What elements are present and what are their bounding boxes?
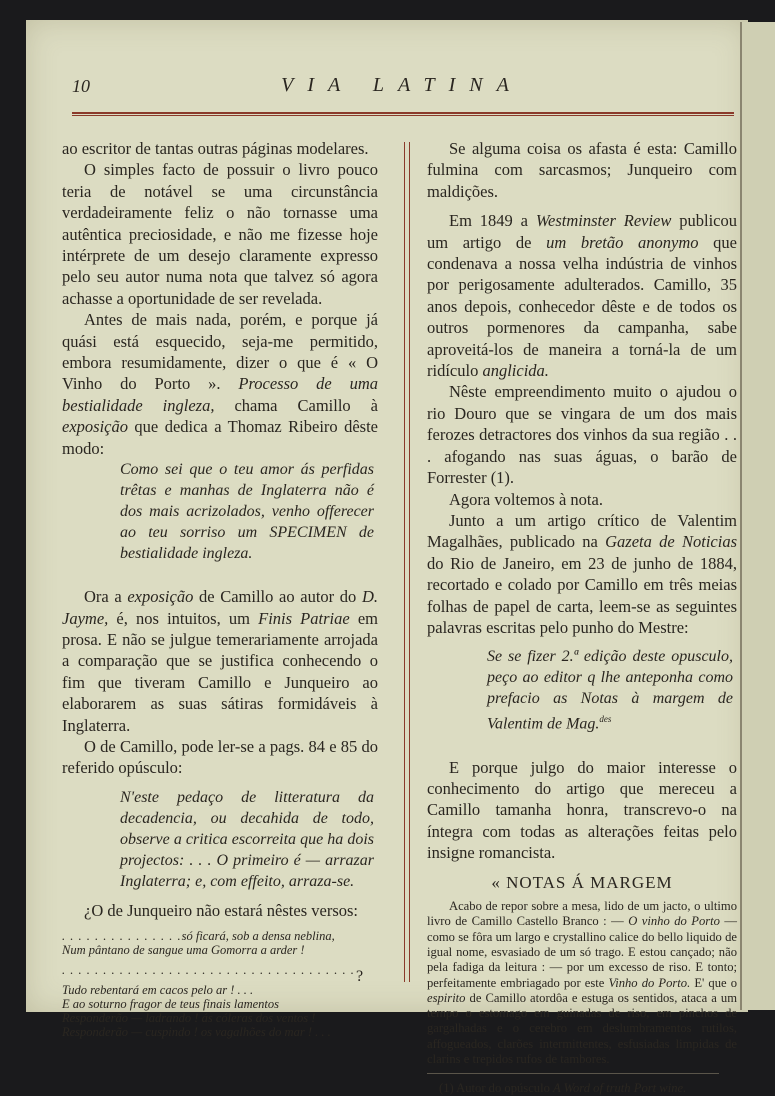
paragraph (62, 309, 378, 459)
verse-line: Tudo rebentará em cacos pelo ar ! . . . (62, 983, 254, 998)
verse-dots: . . . . . . . . . . . . . . . . . . . . . . . . . . . . . . . . . . . . (62, 963, 355, 978)
italic-text: O vinho do Porto (628, 914, 720, 929)
text-run: — como se fôra um largo e crystallino calice do bello liquido de igual nome, esvasiado de um só trago. E estou cançado; não pela fadiga da leitura : — por um excesso de riso. E tonto; perfeitamente embriagado por este (427, 914, 737, 990)
italic-text: anglicida. (482, 361, 549, 381)
italic-text: Finis Patriae (258, 608, 350, 628)
italic-text: de Valentim de Mag. (487, 690, 733, 733)
superscript: des (599, 714, 612, 725)
running-title: VIA LATINA (281, 74, 523, 96)
text-run: que condenava a nossa velha indústria de vinhos por perigosamente adulterados. Camillo, 35 anos depois, conhecedor dêste e de todos os outros pormenores da campanha, sabe aproveitá-los de maneira a torná-la de um ridículo (427, 232, 737, 381)
paragraph (427, 510, 737, 638)
text-run: de Camillo atordôa e estuga os sentidos, ataca a um tempo o estomago em guinadas de riso, em pinchos de gargalhadas e o cerebro em deslumbramentos rutilos, affogueados, clarões intermittentes, esfusiadas limpidas de clarins e trepidos rufos de tambores. (427, 990, 737, 1067)
question-mark: ? (356, 968, 364, 985)
footnote-rule (427, 1073, 719, 1074)
text-run: em prosa. E não se julgue temerariamente arrojada a comparação que se justifica conhecendo o fim que tiveram Camillo e Junqueiro ao elaborarem as suas sátiras formidáveis à Inglaterra. (62, 608, 378, 735)
text-run: Antes de mais nada, porém, e porque já quási está esquecido, seja-me permitido, embora resumidamente, dizer o que é « O Vinho do Porto ». (62, 310, 378, 394)
text-run: E' que o (690, 975, 738, 990)
italic-text: um bretão anonymo (546, 232, 699, 252)
text-run: do Rio de Janeiro, em 23 de junho de 1884, recortado e colado por Camillo em três meias folhas de papel de carta, leem-se as seguintes palavras escritas pelo punho do Mestre: (427, 553, 737, 637)
block-quote: Como sei que o teu amor ás perfidas trêtas e manhas de Inglaterra não é dos mais acrizolados, venho offerecer ao teu sorriso um SPECIMEN de bestialidade ingleza. (120, 461, 374, 563)
column-divider (404, 142, 410, 982)
verse-line: E ao soturno fragor de teus finais lamentos (62, 997, 280, 1012)
excerpt-paragraph (427, 899, 737, 1067)
italic-text: exposição (62, 417, 128, 437)
paragraph: O simples facto de possuir o livro pouco teria de notável se uma circunstância verdadeiramente feliz o não tornasse uma autêntica preciosidade, e não me fizesse hoje intérprete de um desejo claramente expresso pelo seu autor numa nota que talvez só agora achasse a oportunidade de ser revelada. (62, 160, 378, 308)
text-run: Ora a (84, 587, 128, 607)
text-run: Acabo de repor sobre a mesa, lido de um jacto, o ultimo livro de Camillo Castello Branco : — (427, 899, 737, 929)
paragraph: ao escritor de tantas outras páginas modelares. (62, 139, 369, 158)
verse-line: Responderão — ladrando ! ás cóleras dos ventos ! (62, 1011, 316, 1026)
italic-text: D. Jayme, (62, 587, 378, 628)
paragraph: ¿O de Junqueiro não estará nêstes versos: (84, 900, 358, 920)
text-run: que dedica a Thomaz Ribeiro dêste modo: (62, 417, 378, 458)
paragraph: Se alguma coisa os afasta é esta: Camillo fulmina com sarcasmos; Junqueiro com maldições. (427, 139, 737, 201)
page-header (72, 74, 732, 102)
verse-line (62, 929, 378, 943)
text-run: chama Camillo à (214, 395, 378, 415)
verse-line: Responderão — cuspindo ! os vagalhões do mar ! . . . (62, 1025, 331, 1040)
italic-text: espirito (427, 990, 466, 1005)
italic-text: Vinho do Porto. (608, 975, 691, 990)
section-heading: « NOTAS Á MARGEM (491, 872, 673, 892)
italic-text: A Word of truth Port wine. (553, 1081, 687, 1096)
next-page-edge (740, 22, 775, 1010)
ellipsis: . . . . . . . . . . . . . . . (62, 929, 182, 944)
paragraph: Nêste empreendimento muito o ajudou o rio Douro que se vingara de um dos mais ferozes detractores dos vinhos da sua região . . . afogando nas suas águas, o barão de Forrester (1). (427, 382, 737, 488)
text-run: Junto a um artigo crítico de Valentim Magalhães, publicado na (427, 510, 737, 552)
text-run: (1) Autor do opúsculo (439, 1081, 554, 1096)
italic-text: Processo de uma bestialidade ingleza, (62, 374, 379, 415)
text-run: publicou um artigo de (427, 211, 737, 252)
verse-line: Num pântano de sangue uma Gomorra a arder ! (62, 943, 305, 958)
italic-text: Se se fizer 2.ª edição deste opusculo, peço ao editor q lhe anteponha como prefacio as (487, 648, 733, 708)
page-number: 10 (72, 76, 90, 96)
text-run: Notas à margem (580, 690, 705, 708)
header-rule (72, 112, 734, 114)
paragraph: E porque julgo do maior interesse o conhecimento do artigo que mereceu a Camillo tamanha honra, transcrevo-o na íntegra com todas as alterações feitas pelo insigne romancista. (427, 757, 737, 863)
right-column (427, 138, 737, 1096)
paragraph (62, 586, 378, 736)
italic-text: Gazeta de Noticias (605, 532, 738, 552)
footnote (427, 1080, 737, 1096)
left-column (62, 138, 378, 1039)
paragraph: O de Camillo, pode ler-se a pags. 84 e 85 do referido opúsculo: (62, 736, 378, 778)
text-run: só ficará, sob a densa neblina, (181, 929, 335, 944)
italic-text: exposição (127, 587, 194, 607)
paragraph: Agora voltemos à nota. (449, 489, 603, 509)
italic-text: Westminster Review (535, 211, 672, 231)
block-quote: N'este pedaço de litteratura da decadencia, ou decahida de todo, observe a critica escorreita que ha dois projectos: . . . O primeiro é — arrazar Inglaterra; e, com effeito, arraza-se. (120, 788, 374, 890)
paragraph (427, 210, 737, 381)
handwritten-note (487, 646, 733, 734)
header-rule-thin (72, 115, 734, 116)
text-run: é, nos intuitos, um (108, 608, 259, 628)
text-run: Em 1849 a (449, 211, 536, 231)
text-run: de Camillo ao autor do (193, 587, 362, 607)
